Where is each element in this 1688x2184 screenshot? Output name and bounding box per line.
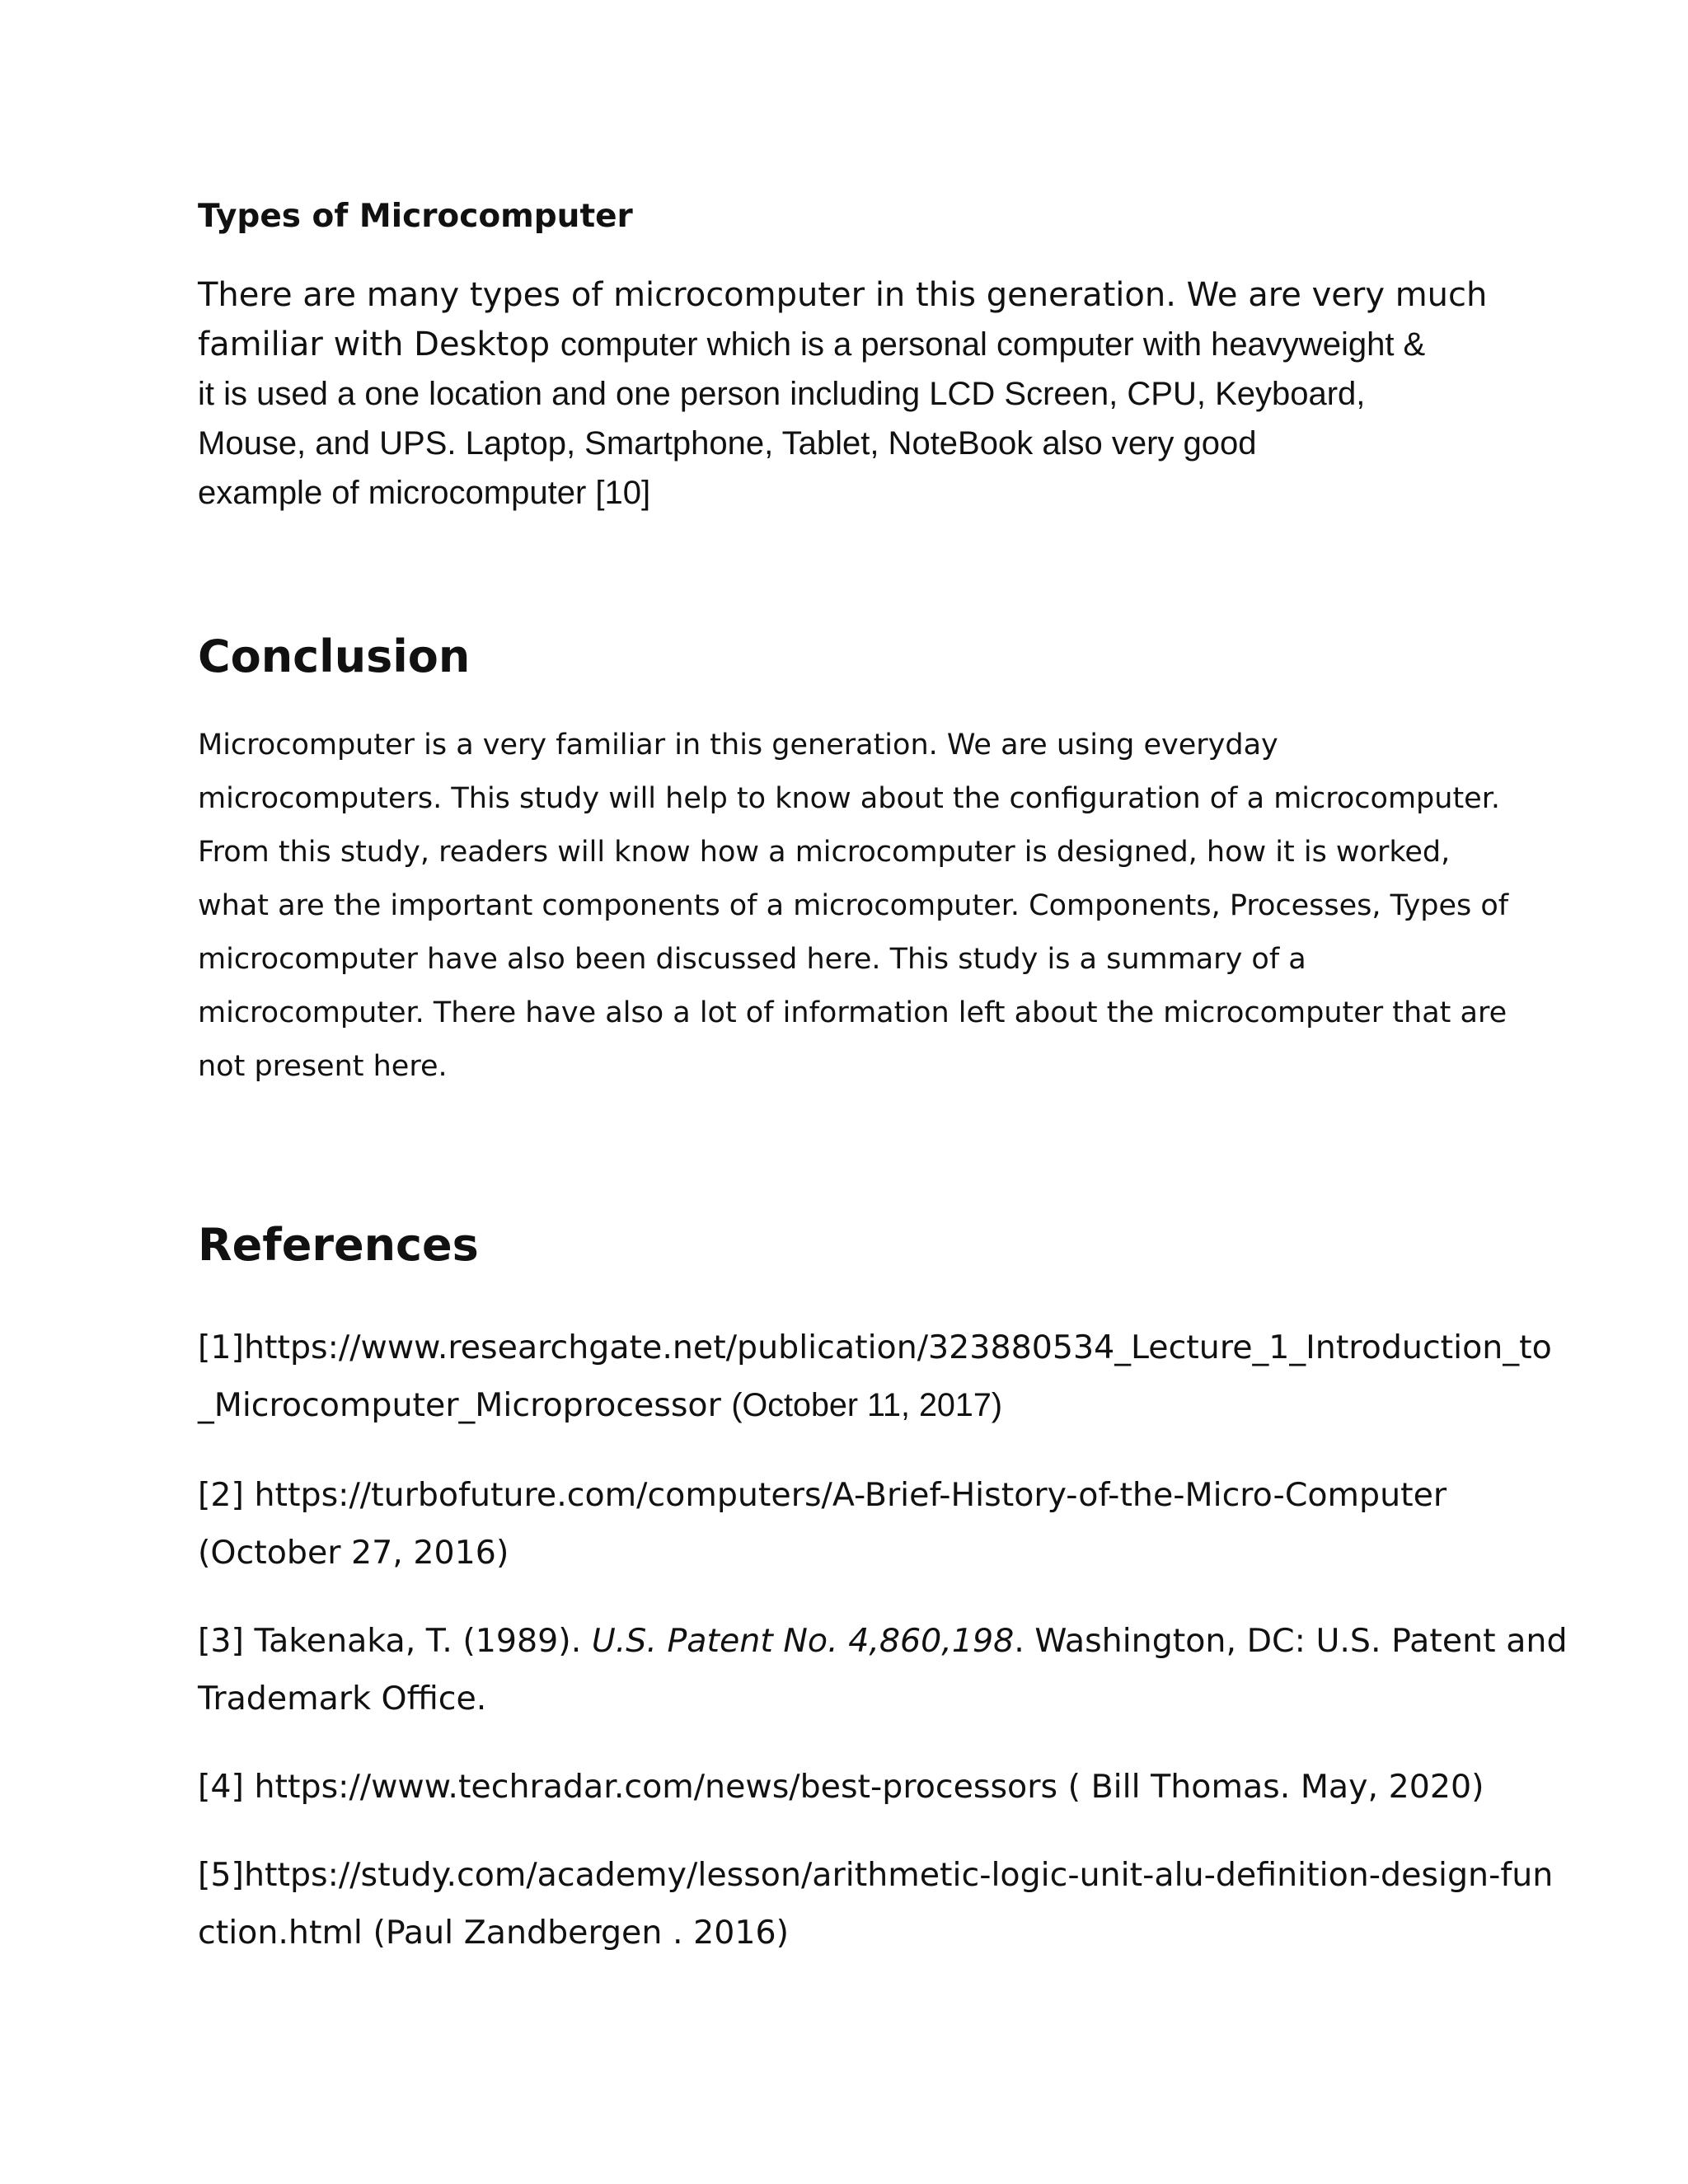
references-heading: References xyxy=(198,1219,479,1271)
conclusion-line: From this study, readers will know how a microcomputer is designed, how it is worked, xyxy=(198,836,1451,869)
types-line: it is used a one location and one person including LCD Screen, CPU, Keyboard, xyxy=(198,376,1366,412)
conclusion-paragraph xyxy=(198,719,1517,1094)
reference-2-url[interactable]: [2] https://turbofuture.com/computers/A-Brief-History-of-the-Micro-Computer xyxy=(198,1476,1447,1514)
types-line: There are many types of microcomputer in this generation. We are very much xyxy=(198,276,1488,314)
reference-1-continuation xyxy=(198,1376,1517,1434)
conclusion-line: microcomputers. This study will help to know about the configuration of a microcomputer. xyxy=(198,782,1501,815)
reference-1 xyxy=(198,1319,1552,1434)
types-heading: Types of Microcomputer xyxy=(198,198,633,235)
reference-5-url-tail[interactable]: ction.html (Paul Zandbergen . 2016) xyxy=(198,1914,789,1952)
reference-5-url[interactable]: [5]https://study.com/academy/lesson/arithmetic-logic-unit-alu-definition-design-fun xyxy=(198,1856,1554,1894)
conclusion-line: Microcomputer is a very familiar in this generation. We are using everyday xyxy=(198,729,1278,762)
reference-5 xyxy=(198,1846,1554,1961)
conclusion-line: not present here. xyxy=(198,1050,448,1083)
reference-2 xyxy=(198,1466,1517,1582)
reference-3-publisher: . Washington, DC: U.S. Patent and xyxy=(1014,1622,1568,1660)
types-line: example of microcomputer [10] xyxy=(198,475,651,511)
types-line: familiar with Desktop computer which is a personal computer with heavyweight & xyxy=(198,326,1426,363)
reference-2-date: (October 27, 2016) xyxy=(198,1534,509,1572)
reference-1-date: (October 11, 2017) xyxy=(731,1387,1002,1423)
conclusion-line: microcomputer have also been discussed here. This study is a summary of a xyxy=(198,943,1306,976)
reference-1-url-tail[interactable]: _Microcomputer_Microprocessor xyxy=(198,1386,732,1424)
reference-3-author: [3] Takenaka, T. (1989). xyxy=(198,1622,592,1660)
reference-3-title: U.S. Patent No. 4,860,198 xyxy=(591,1622,1015,1660)
reference-4-url[interactable]: [4] https://www.techradar.com/news/best-processors ( Bill Thomas. May, 2020) xyxy=(198,1768,1484,1806)
reference-4 xyxy=(198,1758,1517,1816)
types-line: Mouse, and UPS. Laptop, Smartphone, Tablet, NoteBook also very good xyxy=(198,425,1257,462)
conclusion-heading: Conclusion xyxy=(198,630,471,682)
reference-3 xyxy=(198,1612,1568,1727)
reference-3-line xyxy=(198,1612,1568,1670)
reference-3-line-2: Trademark Office. xyxy=(198,1680,487,1718)
conclusion-line: microcomputer. There have also a lot of information left about the microcomputer that are xyxy=(198,996,1507,1029)
types-paragraph xyxy=(198,270,1517,518)
reference-1-url[interactable]: [1]https://www.researchgate.net/publication/323880534_Lecture_1_Introduction_to xyxy=(198,1329,1552,1366)
conclusion-line: what are the important components of a microcomputer. Components, Processes, Types of xyxy=(198,889,1509,922)
